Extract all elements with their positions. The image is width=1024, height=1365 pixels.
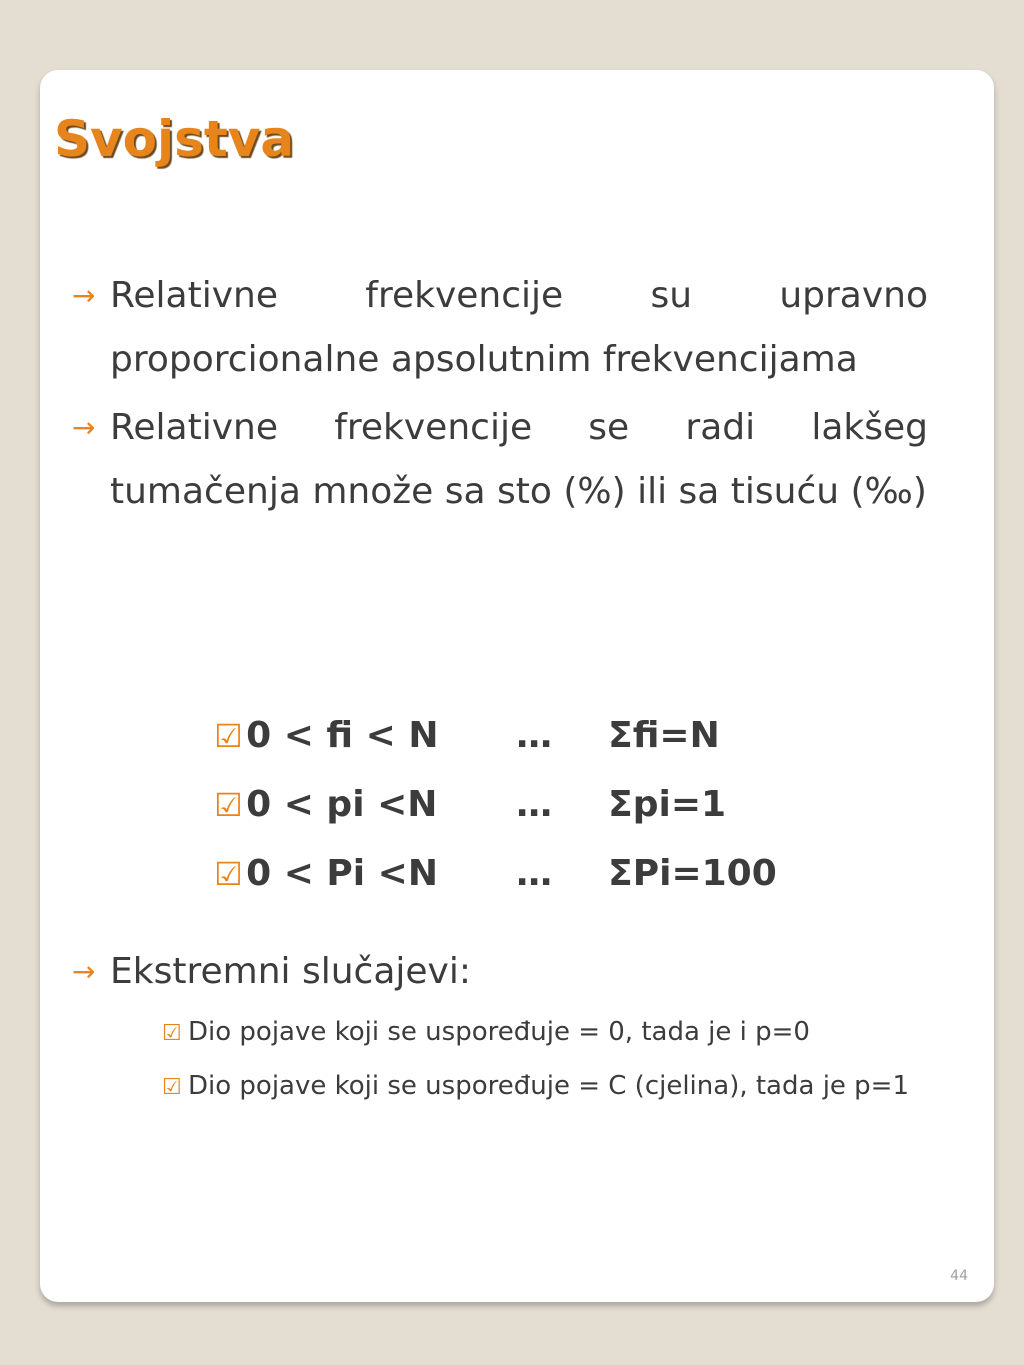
formula-dots: … — [516, 784, 553, 825]
formula-right: ΣPi=100 — [608, 853, 777, 894]
formula-left: 0 < fi < N — [246, 715, 439, 756]
formula-right: Σfi=N — [608, 715, 720, 756]
arrow-right-icon: → — [72, 955, 96, 988]
bullet-item — [72, 940, 928, 1004]
formula-left: 0 < pi <N — [246, 784, 438, 825]
checkbox-checked-icon: ☑ — [162, 1075, 182, 1100]
checkbox-checked-icon: ☑ — [162, 1021, 182, 1046]
sub-item — [162, 1008, 932, 1058]
bullet-text: Relativne frekvencije se radi lakšeg tumačenja množe sa sto (%) ili sa tisuću (‰) — [110, 407, 928, 512]
slide-title: Svojstva — [54, 110, 295, 168]
formula-right: Σpi=1 — [608, 784, 727, 825]
bullet-item — [72, 264, 928, 392]
page-number: 44 — [950, 1268, 968, 1284]
sub-item — [162, 1062, 932, 1112]
bullet-text: Ekstremni slučajevi: — [110, 951, 471, 992]
formula-row — [164, 808, 777, 940]
bullet-item — [72, 396, 928, 524]
sub-item-text: Dio pojave koji se uspoređuje = 0, tada je i p=0 — [188, 1017, 810, 1047]
bullet-text: Relativne frekvencije su upravno proporcionalne apsolutnim frekvencijama — [110, 275, 928, 380]
checkbox-checked-icon: ☑ — [214, 717, 243, 755]
checkbox-checked-icon: ☑ — [214, 786, 243, 824]
checkbox-checked-icon: ☑ — [214, 855, 243, 893]
slide — [40, 70, 994, 1302]
formula-left: 0 < Pi <N — [246, 853, 438, 894]
arrow-right-icon: → — [72, 411, 96, 444]
formula-dots: … — [516, 853, 553, 894]
formula-dots: … — [516, 715, 553, 756]
sub-item-text: Dio pojave koji se uspoređuje = C (cjelina), tada je p=1 — [188, 1071, 910, 1101]
arrow-right-icon: → — [72, 279, 96, 312]
